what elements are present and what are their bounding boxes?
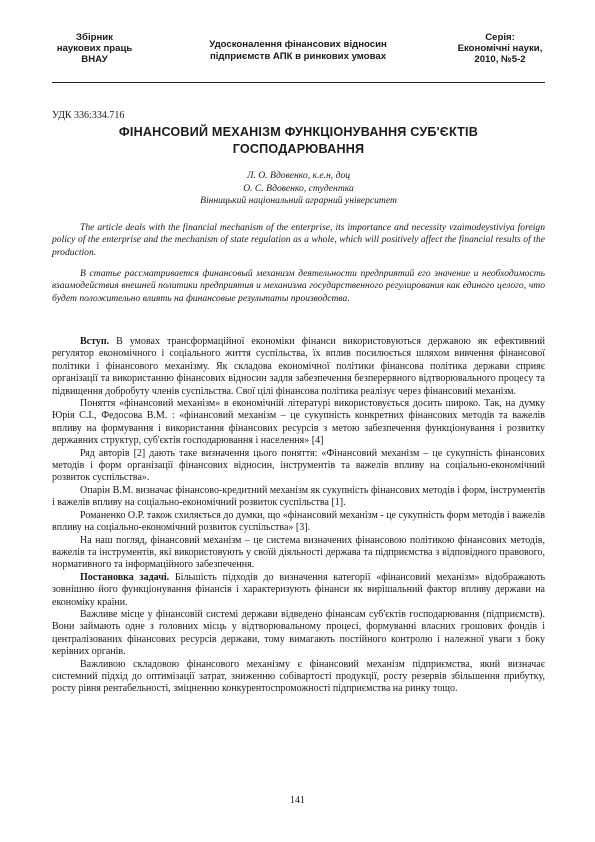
affiliation-line: Вінницький національний аграрний університет (200, 195, 397, 206)
article-title-line: ГОСПОДАРЮВАННЯ (232, 142, 365, 156)
section-heading: Постановка задачі. (80, 571, 170, 583)
udk-code: УДК 336:334.716 (52, 110, 125, 121)
paragraph: Важливе місце у фінансовій системі держави відведено фінансам суб'єктів господарювання (підприємств). Вони займають одне з головних місць у відтворювальному процесі, формуванні власних грошових фондів і централізованих фінансових ресурсів держави, тому вимагають постійного контролю і належної уваги з боку керівних органів. (52, 608, 545, 658)
article-title (52, 124, 545, 158)
journal-theme-line: Удосконалення фінансових відносин (209, 39, 387, 50)
article-body (52, 336, 545, 696)
journal-theme (194, 39, 402, 62)
paragraph-text: В умовах трансформаційної економіки фінанси використовуються державою як ефективний регулятор економічного і соціального життя суспільства, їх вплив посилюється шляхом вивчення фінансової політики і фінансового механізму. Як складова економічної політики фінансова політика держави сприяє організації та використанню фінансових відносин задля забезпечення безперервного відтворювального процесу та підвищення добробуту членів суспільства. Свої цілі фінансова політика реалізує через фінансовий механізм. (52, 336, 545, 397)
paragraph: Опарін В.М. визначає фінансово-кредитний механізм як сукупність фінансових методів і форм, інструментів і важелів впливу на соціально-економічний розвиток суспільства [1]. (52, 484, 545, 509)
authors-block (52, 170, 545, 208)
paragraph: Важливою складовою фінансового механізму є фінансовий механізм підприємства, який визначає системний підхід до оптимізації затрат, зниженню собівартості продукції, росту резервів збільшення прибутку, росту рівня рентабельності, зміцненню конкурентоспроможності підприємства на ринку тощо. (52, 658, 545, 695)
author-line: О. С. Вдовенко, студентка (243, 182, 354, 194)
paragraph: Поняття «фінансовий механізм» в економічній літературі використовується досить широко. Так, на думку Юрія С.І., Федосова В.М. : «фінансовий механізм – це сукупність конкретних фінансових методів та важелів впливу на формування і використання фінансових ресурсів з метою забезпечення функціонування і розвитку державних структур, суб'єктів господарювання і населення» [4] (52, 398, 545, 447)
article-title-line: ФІНАНСОВИЙ МЕХАНІЗМ ФУНКЦІОНУВАННЯ СУБ'ЄКТІВ (118, 125, 479, 139)
paragraph-text: Більшість підходів до визначення категорії «фінансовий механізм» відображають зовнішню його функціонування фінансів і характеризують фінанси як вирішальний фактор впливу держави на економіку країни. (52, 571, 545, 608)
journal-series (455, 32, 545, 65)
author-line: Л. О. Вдовенко, к.е.н, доц (246, 170, 351, 181)
paragraph: Ряд авторів [2] дають таке визначення цього поняття: «Фінансовий механізм – це сукупність фінансових методів і форм організації фінансових відносин, інструментів та важелів впливу на соціально-економічний розвиток суспільства». (52, 447, 545, 484)
paragraph: Романенко О.Р. також схиляється до думки, що «фінансовий механізм - це сукупність форм методів і важелів впливу на соціально-економічний розвиток суспільства» [3]. (52, 509, 545, 534)
abstract-english: The article deals with the financial mechanism of the enterprise, its importance and necessity vzaimodeystiviya foreign policy of the enterprise and the mechanism of state regulation as a whole, which will positively affect the financial results of the production. (52, 222, 545, 258)
abstract-russian: В статье рассматривается финансовый механизм деятельности предприятий его значение и необходимость взаимодействия внешней политики предприятия и механизма государственного регулирования как единого целого, что будет положительно влиять на финансовые результаты производства. (52, 268, 545, 304)
paragraph (52, 572, 545, 609)
journal-series-line: Економічні науки, (457, 43, 543, 54)
journal-name (52, 32, 137, 65)
journal-theme-line: підприємств АПК в ринкових умовах (209, 50, 387, 62)
paragraph (52, 336, 545, 398)
page-number: 141 (290, 795, 305, 806)
journal-name-line: Збірник (76, 32, 113, 43)
paragraph: На наш погляд, фінансовий механізм – це система визначених фінансовою політикою фінансових методів, важелів та інструментів, які використовують у своїй діяльності держава та підприємства з відповідного правового, нормативного та інформаційного забезпечення. (52, 534, 545, 571)
journal-series-line: 2010, №5-2 (474, 54, 526, 65)
journal-series-line: Серія: (485, 32, 515, 43)
header-divider (52, 82, 545, 83)
journal-name-line: наукових праць (56, 43, 133, 54)
page-header (52, 32, 545, 80)
section-heading: Вступ. (80, 336, 110, 347)
journal-name-line: ВНАУ (81, 54, 108, 65)
